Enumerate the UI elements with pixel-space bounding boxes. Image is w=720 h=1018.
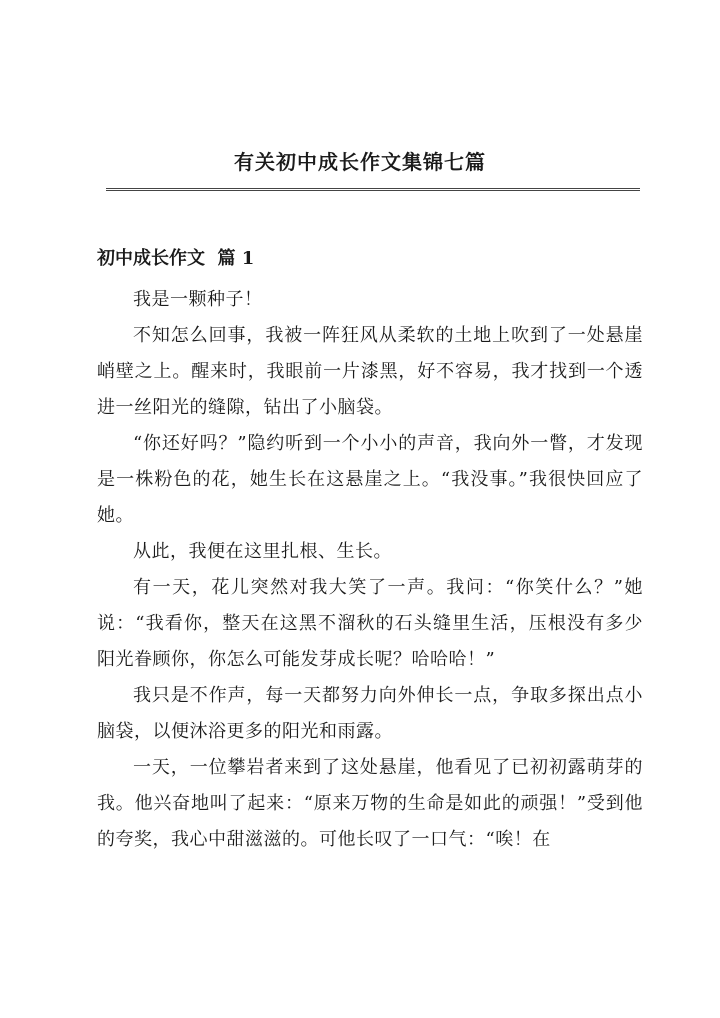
document-body xyxy=(97,282,643,858)
paragraph: 我是一颗种子！ xyxy=(133,289,263,310)
paragraph: 一天，一位攀岩者来到了这处悬崖，他看见了已初初露萌芽的我。他兴奋地叫了起来：“原来万物的生命是如此的顽强！”受到他的夸奖，我心中甜滋滋的。可他长叹了一口气：“唉！在 xyxy=(97,757,643,850)
paragraph: “你还好吗？”隐约听到一个小小的声音，我向外一瞥，才发现是一株粉色的花，她生长在这悬崖之上。“我没事。”我很快回应了她。 xyxy=(97,433,643,526)
document-title: 有关初中成长作文集锦七篇 xyxy=(234,150,486,174)
paragraph: 不知怎么回事，我被一阵狂风从柔软的土地上吹到了一处悬崖峭壁之上。醒来时，我眼前一片漆黑，好不容易，我才找到一个透进一丝阳光的缝隙，钻出了小脑袋。 xyxy=(97,325,643,418)
title-divider xyxy=(106,188,640,191)
section-heading: 初中成长作文 篇 1 xyxy=(97,248,255,269)
paragraph: 我只是不作声，每一天都努力向外伸长一点，争取多探出点小脑袋，以便沐浴更多的阳光和雨露。 xyxy=(97,685,643,742)
paragraph: 有一天，花儿突然对我大笑了一声。我问：“你笑什么？”她说：“我看你，整天在这黑不溜秋的石头缝里生活，压根没有多少阳光眷顾你，你怎么可能发芽成长呢？哈哈哈！” xyxy=(97,577,643,670)
paragraph: 从此，我便在这里扎根、生长。 xyxy=(133,541,392,562)
